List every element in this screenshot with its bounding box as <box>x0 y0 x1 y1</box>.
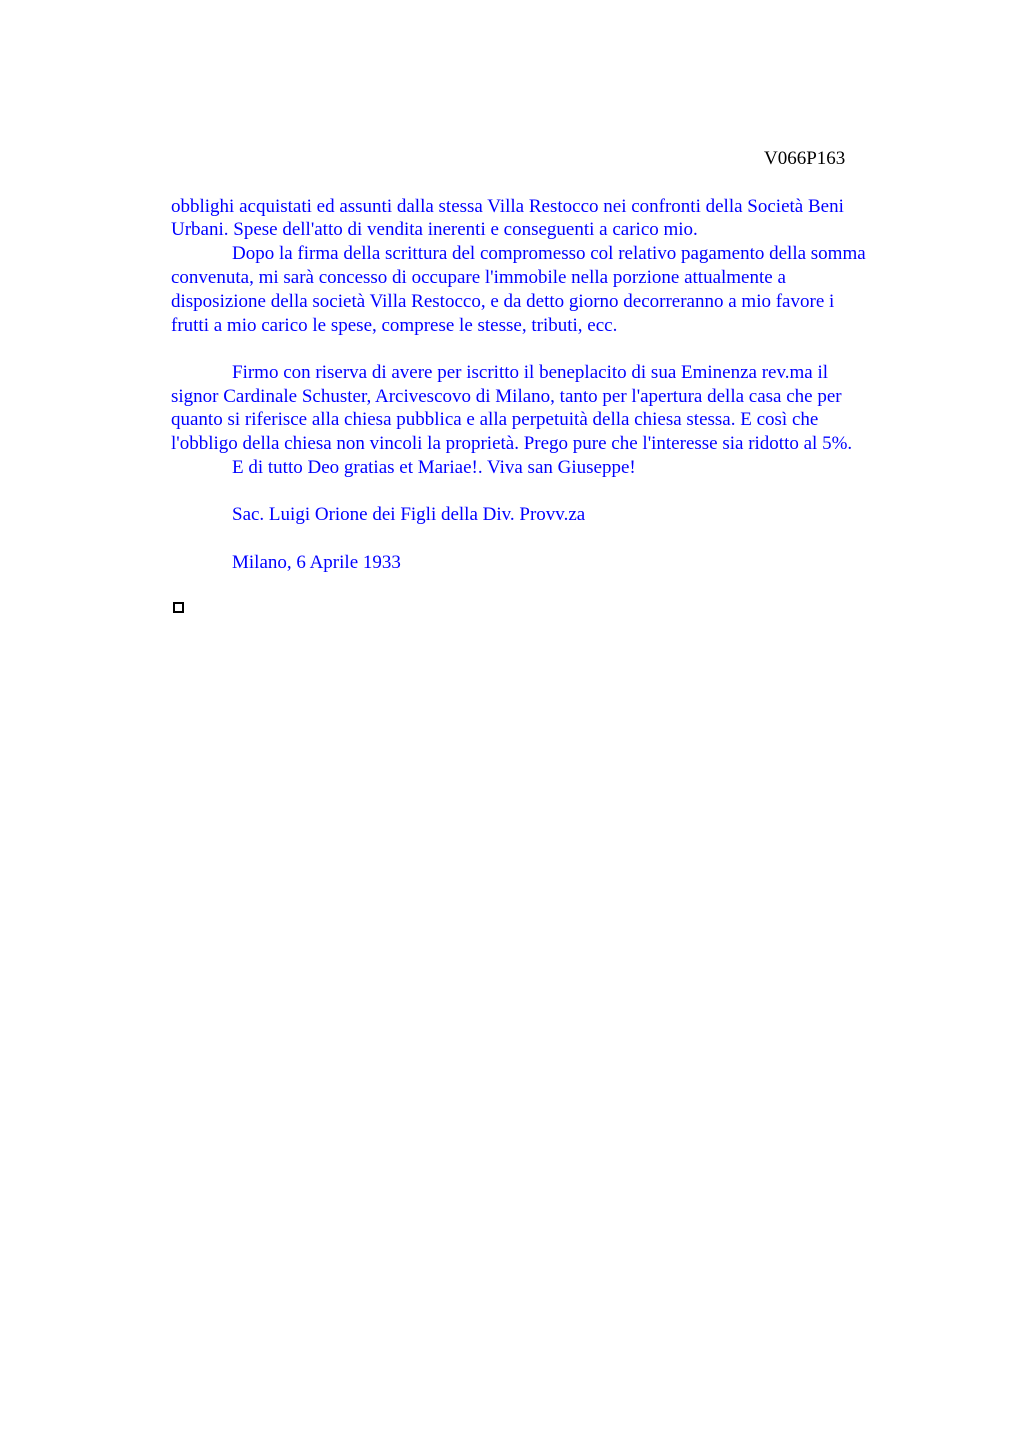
checkbox-square-icon <box>173 602 184 613</box>
closing-line: E di tutto Deo gratias et Mariae!. Viva san Giuseppe! <box>232 457 636 478</box>
text-line: l'obbligo della chiesa non vincoli la proprietà. Prego pure che l'interesse sia ridotto al 5%. <box>171 433 853 454</box>
text-line: Dopo la firma della scrittura del compromesso col relativo pagamento della somma <box>232 243 866 264</box>
text-line: quanto si riferisce alla chiesa pubblica e alla perpetuità della chiesa stessa. E così che <box>171 409 819 430</box>
text-line: frutti a mio carico le spese, comprese le stesse, tributi, ecc. <box>171 315 618 336</box>
signature: Sac. Luigi Orione dei Figli della Div. Provv.za <box>232 504 586 525</box>
text-line: Firmo con riserva di avere per iscritto il beneplacito di sua Eminenza rev.ma il <box>232 362 829 383</box>
text-line: signor Cardinale Schuster, Arcivescovo di Milano, tanto per l'apertura della casa che per <box>171 386 842 407</box>
text-line: Urbani. Spese dell'atto di vendita inerenti e conseguenti a carico mio. <box>171 219 698 240</box>
text-line: obblighi acquistati ed assunti dalla stessa Villa Restocco nei confronti della Società Beni <box>171 196 844 217</box>
text-line: convenuta, mi sarà concesso di occupare l'immobile nella porzione attualmente a <box>171 267 786 288</box>
place-date: Milano, 6 Aprile 1933 <box>232 552 401 573</box>
page-identifier: V066P163 <box>764 148 846 169</box>
text-line: disposizione della società Villa Restocco, e da detto giorno decorreranno a mio favore i <box>171 291 835 312</box>
